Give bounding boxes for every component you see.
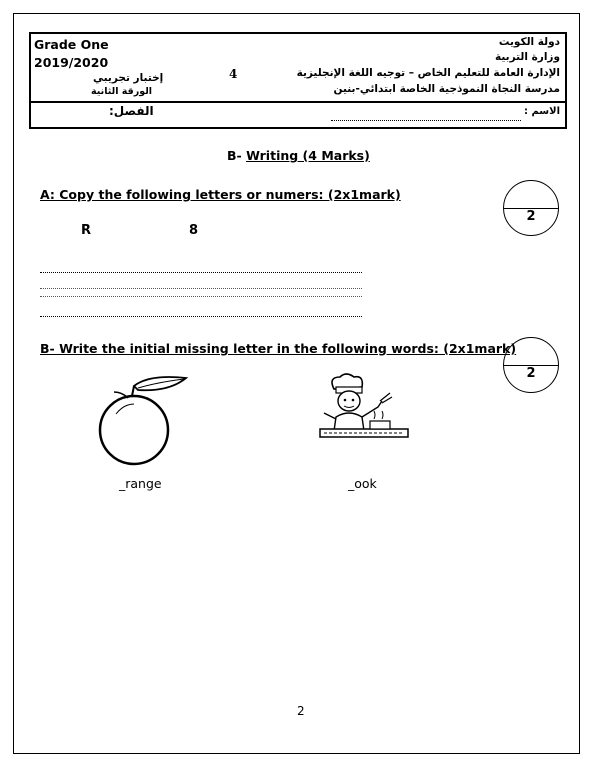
name-label: الاسم : <box>523 106 560 117</box>
writing-guide-line <box>40 288 362 289</box>
section-b-title <box>227 148 370 163</box>
writing-line[interactable] <box>40 316 362 317</box>
part-b-score: 2 <box>526 366 536 381</box>
exam-type: إختبار تجريبي <box>93 72 164 84</box>
part-a-score: 2 <box>526 209 536 224</box>
missing-letter-word-1: _range <box>119 476 162 491</box>
orange-icon <box>94 374 190 466</box>
writing-line[interactable] <box>40 272 362 273</box>
school-name: مدرسة النجاة النموذجية الخاصة ابتدائي-بنين <box>333 83 560 95</box>
section-b-prefix: B- <box>227 148 242 163</box>
part-a-title: A: Copy the following letters or numers: (2x1mark) <box>40 187 401 202</box>
page-mark: 4 <box>229 67 238 81</box>
class-label: الفصل: <box>109 104 154 118</box>
copy-item-letter: R <box>81 223 92 238</box>
name-field[interactable] <box>331 120 521 121</box>
school-year: 2019/2020 <box>34 55 109 70</box>
paper-number: الورقة الثانية <box>91 86 153 97</box>
grade-label: Grade One <box>34 37 109 52</box>
page-number: 2 <box>297 704 305 718</box>
section-b-heading: Writing (4 Marks) <box>246 148 370 163</box>
department-name: الإدارة العامة للتعليم الخاص – توجيه اللغة الإنجليزية <box>296 67 560 79</box>
ministry-name: وزارة التربية <box>494 51 560 63</box>
part-b-title: B- Write the initial missing letter in the following words: (2x1mark) <box>40 341 517 356</box>
header-divider <box>31 101 565 103</box>
missing-letter-word-2: _ook <box>348 476 377 491</box>
writing-guide-line <box>40 296 362 297</box>
exam-header <box>29 32 567 129</box>
chef-cooking-icon <box>316 373 412 441</box>
copy-item-number: 8 <box>189 223 199 238</box>
country-name: دولة الكويت <box>498 36 560 48</box>
part-b-score-circle <box>503 337 559 393</box>
part-a-score-circle <box>503 180 559 236</box>
